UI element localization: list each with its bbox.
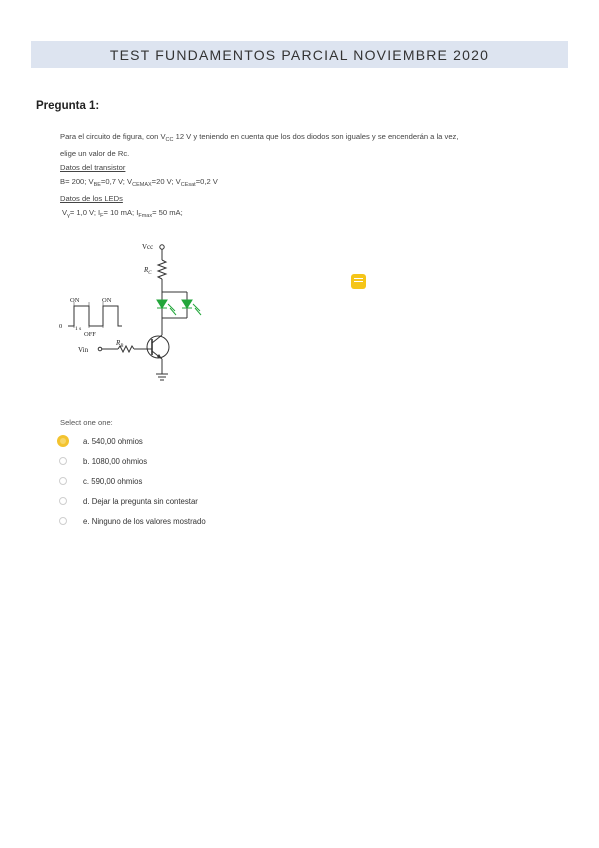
leds-heading: Datos de los LEDs: [60, 194, 123, 203]
answer-letter: e.: [83, 516, 90, 526]
transistor-heading: Datos del transistor: [60, 163, 126, 172]
answer-text: 590,00 ohmios: [91, 476, 143, 486]
radio-icon[interactable]: [59, 477, 67, 485]
answer-letter: b.: [83, 456, 90, 466]
comment-icon[interactable]: [351, 274, 366, 289]
period-label: 1 s: [75, 326, 82, 332]
on-label-2: ON: [102, 297, 112, 304]
select-one-label: Select one one:: [60, 418, 113, 427]
stem-line-2: elige un valor de Rc.: [60, 149, 130, 158]
answer-option-b[interactable]: [58, 451, 206, 471]
rc-label: $R_C$: [144, 266, 152, 276]
rb-label: $R_B$: [116, 339, 124, 349]
quiz-title: TEST FUNDAMENTOS PARCIAL NOVIEMBRE 2020: [109, 46, 490, 63]
radio-selected-icon[interactable]: [57, 435, 69, 447]
off-label: OFF: [84, 331, 96, 338]
radio-icon[interactable]: [59, 517, 67, 525]
vcc-label: Vcc: [142, 243, 154, 251]
answer-text: 1080,00 ohmios: [91, 456, 148, 466]
question-stem: [60, 130, 550, 223]
stem-line-1: Para el circuito de figura, con $V_{CC}$ 12 V y teniendo en cuenta que los dos diodos son iguales y se encenderán a la vez,: [60, 132, 459, 143]
radio-icon[interactable]: [59, 457, 67, 465]
leds-data: $V_\gamma= 1,0$ V; $I_F= 10$ mA; $I_{Fmax}= 50$ mA;: [62, 208, 183, 219]
answer-letter: c.: [83, 476, 90, 486]
answer-text: Dejar la pregunta sin contestar: [91, 496, 198, 506]
answer-option-d[interactable]: [58, 491, 206, 511]
zero-label: 0: [59, 323, 63, 330]
answer-text: 540,00 ohmios: [91, 436, 143, 446]
quiz-title-bar: [31, 41, 568, 68]
circuit-diagram: [58, 238, 228, 388]
answer-option-e[interactable]: [58, 511, 206, 531]
answer-letter: a.: [83, 436, 90, 446]
on-label-1: ON: [70, 297, 80, 304]
answer-text: Ninguno de los valores mostrado: [91, 516, 206, 526]
question-label: Pregunta 1:: [36, 100, 100, 112]
answer-options: [58, 431, 206, 531]
answer-letter: d.: [83, 496, 90, 506]
answer-option-c[interactable]: [58, 471, 206, 491]
answer-option-a[interactable]: [58, 431, 206, 451]
vin-label: Vin: [78, 346, 89, 354]
radio-icon[interactable]: [59, 497, 67, 505]
transistor-data: B= 200; $V_{BE}=0,7$ V; $V_{CEMAX}=20$ V; $V_{CEsat}=0,2$ V: [60, 177, 218, 188]
